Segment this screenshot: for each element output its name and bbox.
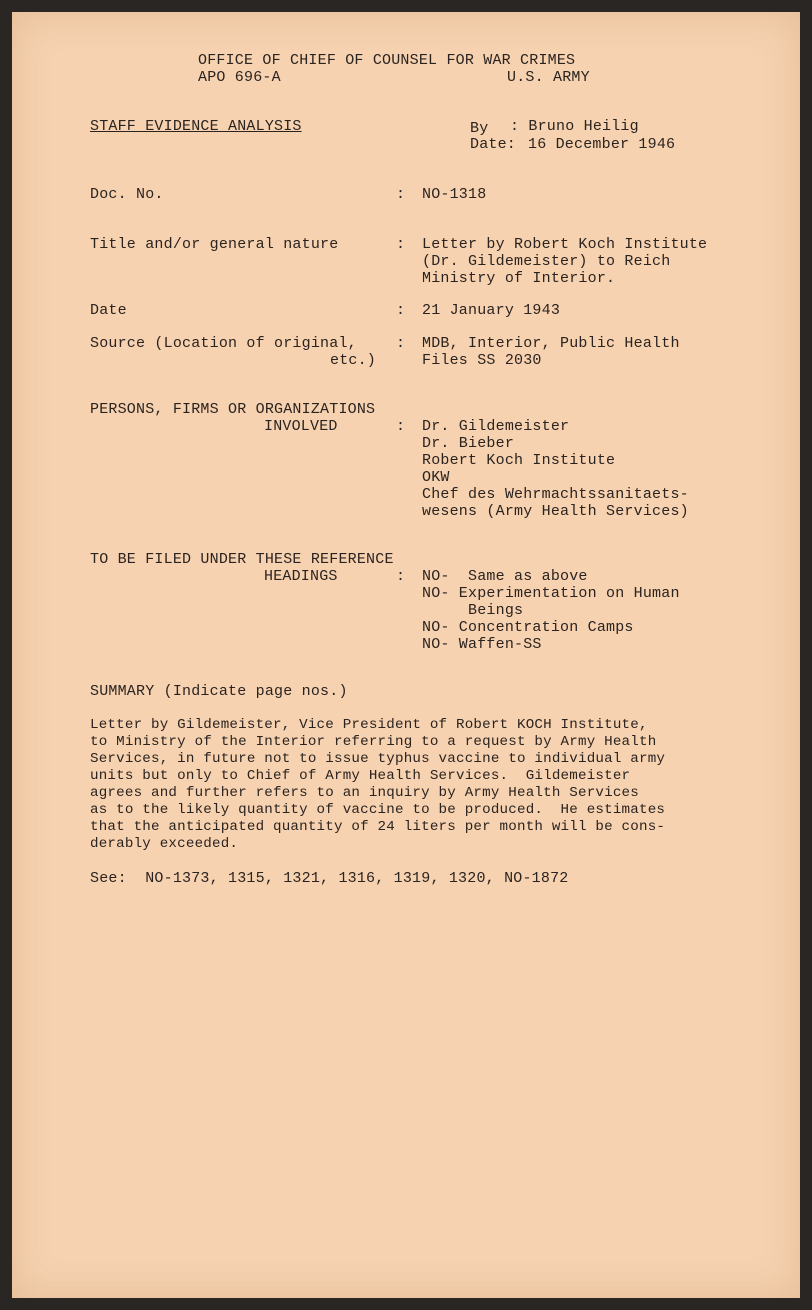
summary-line: derably exceeded.: [90, 836, 239, 852]
source-label: Source (Location of original,: [90, 335, 357, 352]
persons-label: PERSONS, FIRMS OR ORGANIZATIONS: [90, 401, 376, 418]
doc-no-label: Doc. No.: [90, 186, 164, 203]
source-line: Files SS 2030: [422, 352, 542, 369]
title-colon: :: [396, 236, 406, 253]
summary-line: agrees and further refers to an inquiry by Army Health Services: [90, 785, 639, 801]
office-heading: OFFICE OF CHIEF OF COUNSEL FOR WAR CRIMES: [198, 52, 576, 69]
filed-line: NO- Experimentation on Human: [422, 585, 680, 602]
summary-line: units but only to Chief of Army Health Services. Gildemeister: [90, 768, 631, 784]
document-page: [12, 12, 800, 1298]
persons-line: Chef des Wehrmachtssanitaets-: [422, 486, 689, 503]
filed-label: TO BE FILED UNDER THESE REFERENCE: [90, 551, 394, 568]
analysis-date: 16 December 1946: [528, 136, 676, 153]
see-references: See: NO-1373, 1315, 1321, 1316, 1319, 1320, NO-1872: [90, 870, 569, 887]
date-field-colon: :: [396, 302, 406, 319]
filed-line: NO- Same as above: [422, 568, 588, 585]
filed-line: NO- Concentration Camps: [422, 619, 634, 636]
summary-heading: SUMMARY (Indicate page nos.): [90, 683, 348, 700]
filed-colon: :: [396, 568, 406, 585]
title-line: (Dr. Gildemeister) to Reich: [422, 253, 671, 270]
doc-no-value: NO-1318: [422, 186, 487, 203]
title-line: Letter by Robert Koch Institute: [422, 236, 708, 253]
persons-line: Dr. Gildemeister: [422, 418, 570, 435]
filed-line: NO- Waffen-SS: [422, 636, 542, 653]
analysis-title: STAFF EVIDENCE ANALYSIS: [90, 118, 302, 135]
summary-line: Services, in future not to issue typhus vaccine to individual army: [90, 751, 666, 767]
summary-line: Letter by Gildemeister, Vice President of Robert KOCH Institute,: [90, 717, 648, 733]
doc-no-colon: :: [396, 186, 406, 203]
date-field-label: Date: [90, 302, 127, 319]
summary-line: to Ministry of the Interior referring to a request by Army Health: [90, 734, 657, 750]
source-line: MDB, Interior, Public Health: [422, 335, 680, 352]
summary-line: as to the likely quantity of vaccine to be produced. He estimates: [90, 802, 666, 818]
army-label: U.S. ARMY: [507, 69, 590, 86]
persons-colon: :: [396, 418, 406, 435]
source-label-cont: etc.): [330, 352, 377, 369]
filed-line: Beings: [422, 602, 524, 619]
apo-number: APO 696-A: [198, 69, 281, 86]
persons-line: wesens (Army Health Services): [422, 503, 689, 520]
source-colon: :: [396, 335, 406, 352]
filed-label-cont: HEADINGS: [264, 568, 338, 585]
date-label: Date:: [470, 136, 517, 153]
persons-line: OKW: [422, 469, 450, 486]
by-value: : Bruno Heilig: [510, 118, 639, 135]
title-line: Ministry of Interior.: [422, 270, 616, 287]
persons-line: Dr. Bieber: [422, 435, 515, 452]
persons-line: Robert Koch Institute: [422, 452, 616, 469]
title-label: Title and/or general nature: [90, 236, 339, 253]
by-label: By: [470, 120, 489, 137]
persons-label-cont: INVOLVED: [264, 418, 338, 435]
date-field-value: 21 January 1943: [422, 302, 561, 319]
summary-line: that the anticipated quantity of 24 liters per month will be cons-: [90, 819, 666, 835]
